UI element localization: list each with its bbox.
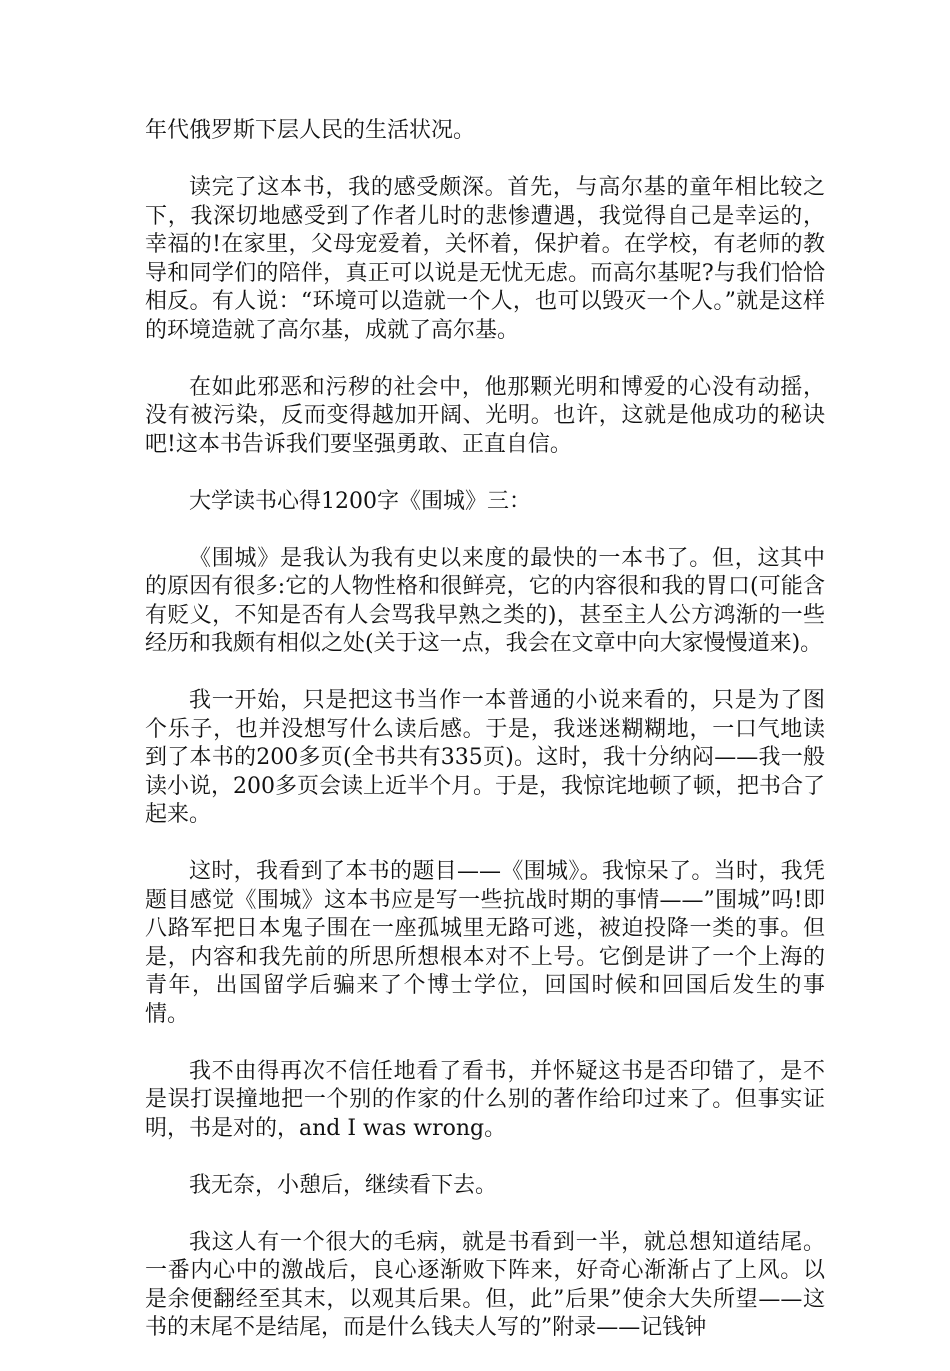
paragraph-conclusion: 在如此邪恶和污秽的社会中，他那颗光明和博爱的心没有动摇，没有被污染，反而变得越加开阔、光明。也许，这就是他成功的秘诀吧!这本书告诉我们要坚强勇敢、正直自信。 bbox=[145, 374, 825, 457]
section-heading: 大学读书心得1200字《围城》三： bbox=[189, 488, 531, 514]
paragraph-intro: 《围城》是我认为我有史以来度的最快的一本书了。但，这其中的原因有很多:它的人物性格和很鲜亮，它的内容很和我的胃口(可能含有贬义，不知是否有人会骂我早熟之类的)，甚至主人公方鸿渐的一些经历和我颇有相似之处(关于这一点，我会在文章中向大家慢慢道来)。 bbox=[145, 545, 825, 656]
paragraph-continuation: 年代俄罗斯下层人民的生活状况。 bbox=[145, 118, 476, 143]
paragraph-doubt: 我不由得再次不信任地看了看书，并怀疑这书是否印错了，是不是误打误撞地把一个别的作家的什么别的著作给印过来了。但事实证明，书是对的，and I was wrong。 bbox=[145, 1058, 825, 1141]
document-page bbox=[145, 117, 825, 1371]
paragraph-title-surprise: 这时，我看到了本书的题目——《围城》。我惊呆了。当时，我凭题目感觉《围城》这本书应是写一些抗战时期的事情——”围城”吗!即八路军把日本鬼子围在一座孤城里无路可逃，被迫投降一类的事。但是，内容和我先前的所思所想根本对不上号。它倒是讲了一个上海的青年，出国留学后骗来了个博士学位，回国时候和回国后发生的事情。 bbox=[145, 859, 825, 1027]
paragraph-reading-start: 我一开始，只是把这书当作一本普通的小说来看的，只是为了图个乐子，也并没想写什么读后感。于是，我迷迷糊糊地，一口气地读到了本书的200多页(全书共有335页)。这时，我十分纳闷——我一般读小说，200多页会读上近半个月。于是，我惊诧地顿了顿，把书合了起来。 bbox=[145, 688, 825, 827]
paragraph-continue: 我无奈，小憩后，继续看下去。 bbox=[189, 1172, 498, 1198]
paragraph-reflection: 读完了这本书，我的感受颇深。首先，与高尔基的童年相比较之下，我深切地感受到了作者儿时的悲惨遭遇，我觉得自己是幸运的，幸福的!在家里，父母宠爱着，关怀着，保护着。在学校，有老师的教导和同学们的陪伴，真正可以说是无忧无虑。而高尔基呢?与我们恰恰相反。有人说：“环境可以造就一个人，也可以毁灭一个人。”就是这样的环境造就了高尔基，成就了高尔基。 bbox=[145, 175, 825, 343]
paragraph-ending: 我这人有一个很大的毛病，就是书看到一半，就总想知道结尾。一番内心中的激战后，良心逐渐败下阵来，好奇心渐渐占了上风。以是余便翻经至其末，以观其后果。但，此”后果”使余大失所望——这书的末尾不是结尾，而是什么钱夫人写的”附录——记钱钟 bbox=[145, 1229, 825, 1340]
